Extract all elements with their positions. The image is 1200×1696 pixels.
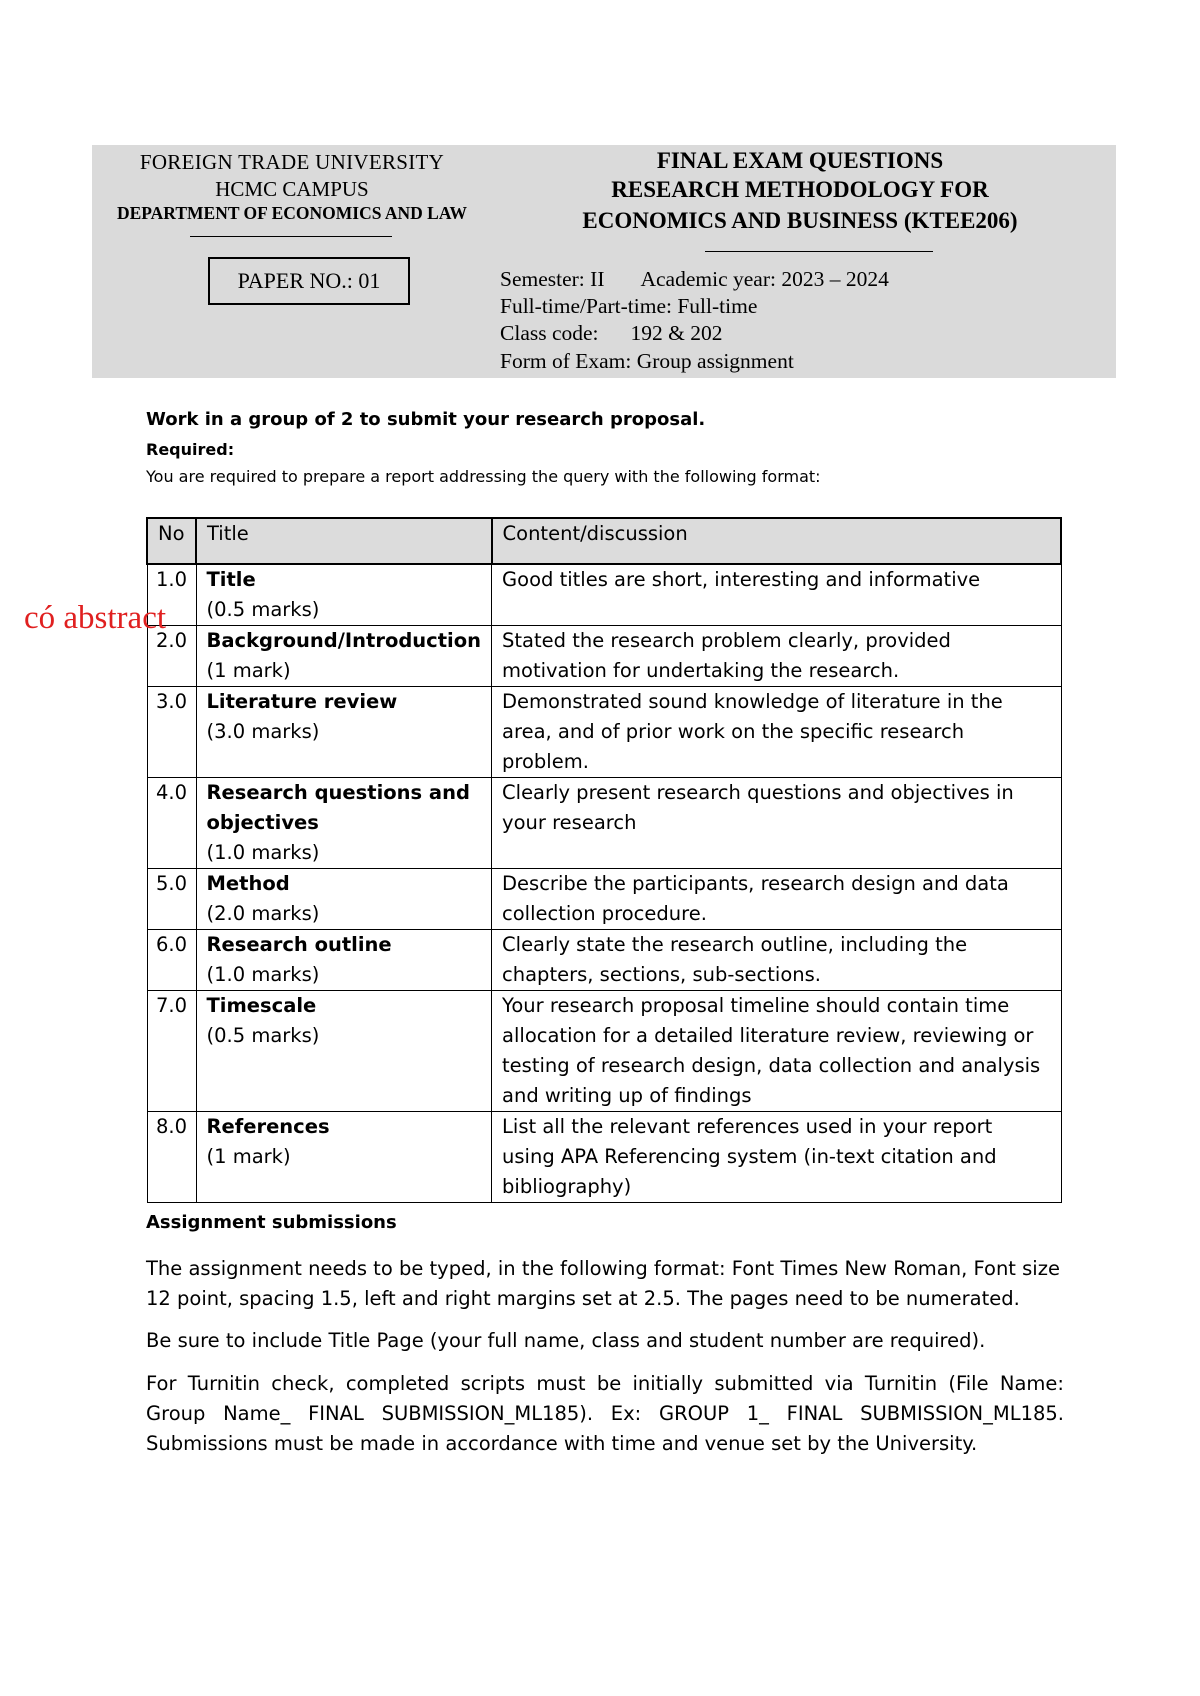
row-title-cell [196, 778, 492, 869]
row-title: Research outline [206, 933, 392, 956]
row-content: Demonstrated sound knowledge of literature in the area, and of prior work on the specific research problem. [492, 687, 1061, 778]
row-content: Good titles are short, interesting and informative [492, 564, 1061, 626]
study-mode: Full-time/Part-time: Full-time [500, 294, 758, 318]
table-header-row [147, 518, 1061, 564]
row-marks: (1 mark) [206, 1145, 291, 1168]
row-number: 3.0 [147, 687, 196, 778]
exam-title-line-3: ECONOMICS AND BUSINESS (KTEE206) [582, 208, 1018, 233]
required-text: You are required to prepare a report addressing the query with the following format: [146, 467, 821, 486]
row-number: 7.0 [147, 991, 196, 1112]
handwritten-annotation: có abstract [24, 600, 167, 636]
row-content: Describe the participants, research design and data collection procedure. [492, 869, 1061, 930]
class-code: 192 & 202 [630, 321, 723, 345]
row-title: Literature review [206, 690, 398, 713]
header-no: No [147, 518, 196, 564]
academic-year: Academic year: 2023 – 2024 [640, 267, 889, 291]
row-number: 4.0 [147, 778, 196, 869]
row-marks: (1.0 marks) [206, 841, 320, 864]
header-title: Title [196, 518, 492, 564]
row-marks: (1.0 marks) [206, 963, 320, 986]
table-row [147, 991, 1061, 1112]
row-number: 1.0 [147, 564, 196, 626]
turnitin-instructions: For Turnitin check, completed scripts must be initially submitted via Turnitin (File Name: Group Name_ FINAL SUBMISSION_ML185). Ex: GROUP 1_ FINAL SUBMISSION_ML185. Submissions must be made in accordance with time and venue set by the University. [146, 1372, 1064, 1455]
campus-name: HCMC CAMPUS [215, 177, 369, 201]
row-title: Title [206, 568, 256, 591]
row-marks: (0.5 marks) [206, 598, 320, 621]
title-page-instructions: Be sure to include Title Page (your full name, class and student number are required). [146, 1329, 986, 1352]
row-number: 5.0 [147, 869, 196, 930]
required-label: Required: [146, 440, 235, 459]
requirements-table [146, 517, 1062, 1203]
paper-number-box: PAPER NO.: 01 [208, 257, 410, 305]
header-content: Content/discussion [492, 518, 1061, 564]
table-row [147, 778, 1061, 869]
row-marks: (0.5 marks) [206, 1024, 320, 1047]
row-number: 2.0 [147, 626, 196, 687]
row-content: List all the relevant references used in your report using APA Referencing system (in-text citation and bibliography) [492, 1112, 1061, 1203]
submissions-heading: Assignment submissions [146, 1212, 397, 1233]
table-row [147, 687, 1061, 778]
row-content: Clearly state the research outline, including the chapters, sections, sub-sections. [492, 930, 1061, 991]
row-title-cell [196, 869, 492, 930]
row-title-cell [196, 1112, 492, 1203]
table-row [147, 1112, 1061, 1203]
table-row [147, 869, 1061, 930]
title-divider [705, 251, 933, 252]
row-title: Research questions and objectives [206, 781, 470, 834]
row-content: Stated the research problem clearly, provided motivation for undertaking the research. [492, 626, 1061, 687]
row-title: References [206, 1115, 330, 1138]
row-title-cell [196, 930, 492, 991]
table-row [147, 930, 1061, 991]
semester: Semester: II [500, 267, 605, 291]
row-title-cell [196, 687, 492, 778]
row-number: 8.0 [147, 1112, 196, 1203]
row-title-cell [196, 564, 492, 626]
row-marks: (2.0 marks) [206, 902, 320, 925]
class-code-line [500, 321, 723, 346]
class-code-label: Class code: [500, 321, 599, 345]
row-marks: (3.0 marks) [206, 720, 320, 743]
table-row [147, 626, 1061, 687]
row-title: Timescale [206, 994, 317, 1017]
row-marks: (1 mark) [206, 659, 291, 682]
exam-title-line-2: RESEARCH METHODOLOGY FOR [611, 177, 989, 202]
row-title: Background/Introduction [206, 629, 482, 652]
row-title-cell [196, 991, 492, 1112]
semester-line [500, 267, 889, 292]
row-title-cell [196, 626, 492, 687]
exam-title-line-1: FINAL EXAM QUESTIONS [656, 148, 944, 173]
row-title: Method [206, 872, 290, 895]
university-name: FOREIGN TRADE UNIVERSITY [139, 150, 445, 174]
row-content: Your research proposal timeline should contain time allocation for a detailed literature review, reviewing or testing of research design, data collection and analysis and writing up of findings [492, 991, 1061, 1112]
row-number: 6.0 [147, 930, 196, 991]
department-name: DEPARTMENT OF ECONOMICS AND LAW [116, 203, 468, 223]
format-instructions: The assignment needs to be typed, in the following format: Font Times New Roman, Font size 12 point, spacing 1.5, left and right margins set at 2.5. The pages need to be numerated. [146, 1257, 1060, 1310]
department-divider [190, 236, 392, 237]
row-content: Clearly present research questions and objectives in your research [492, 778, 1061, 869]
exam-form: Form of Exam: Group assignment [500, 349, 794, 373]
table-row [147, 564, 1061, 626]
intro-heading: Work in a group of 2 to submit your research proposal. [146, 409, 706, 430]
